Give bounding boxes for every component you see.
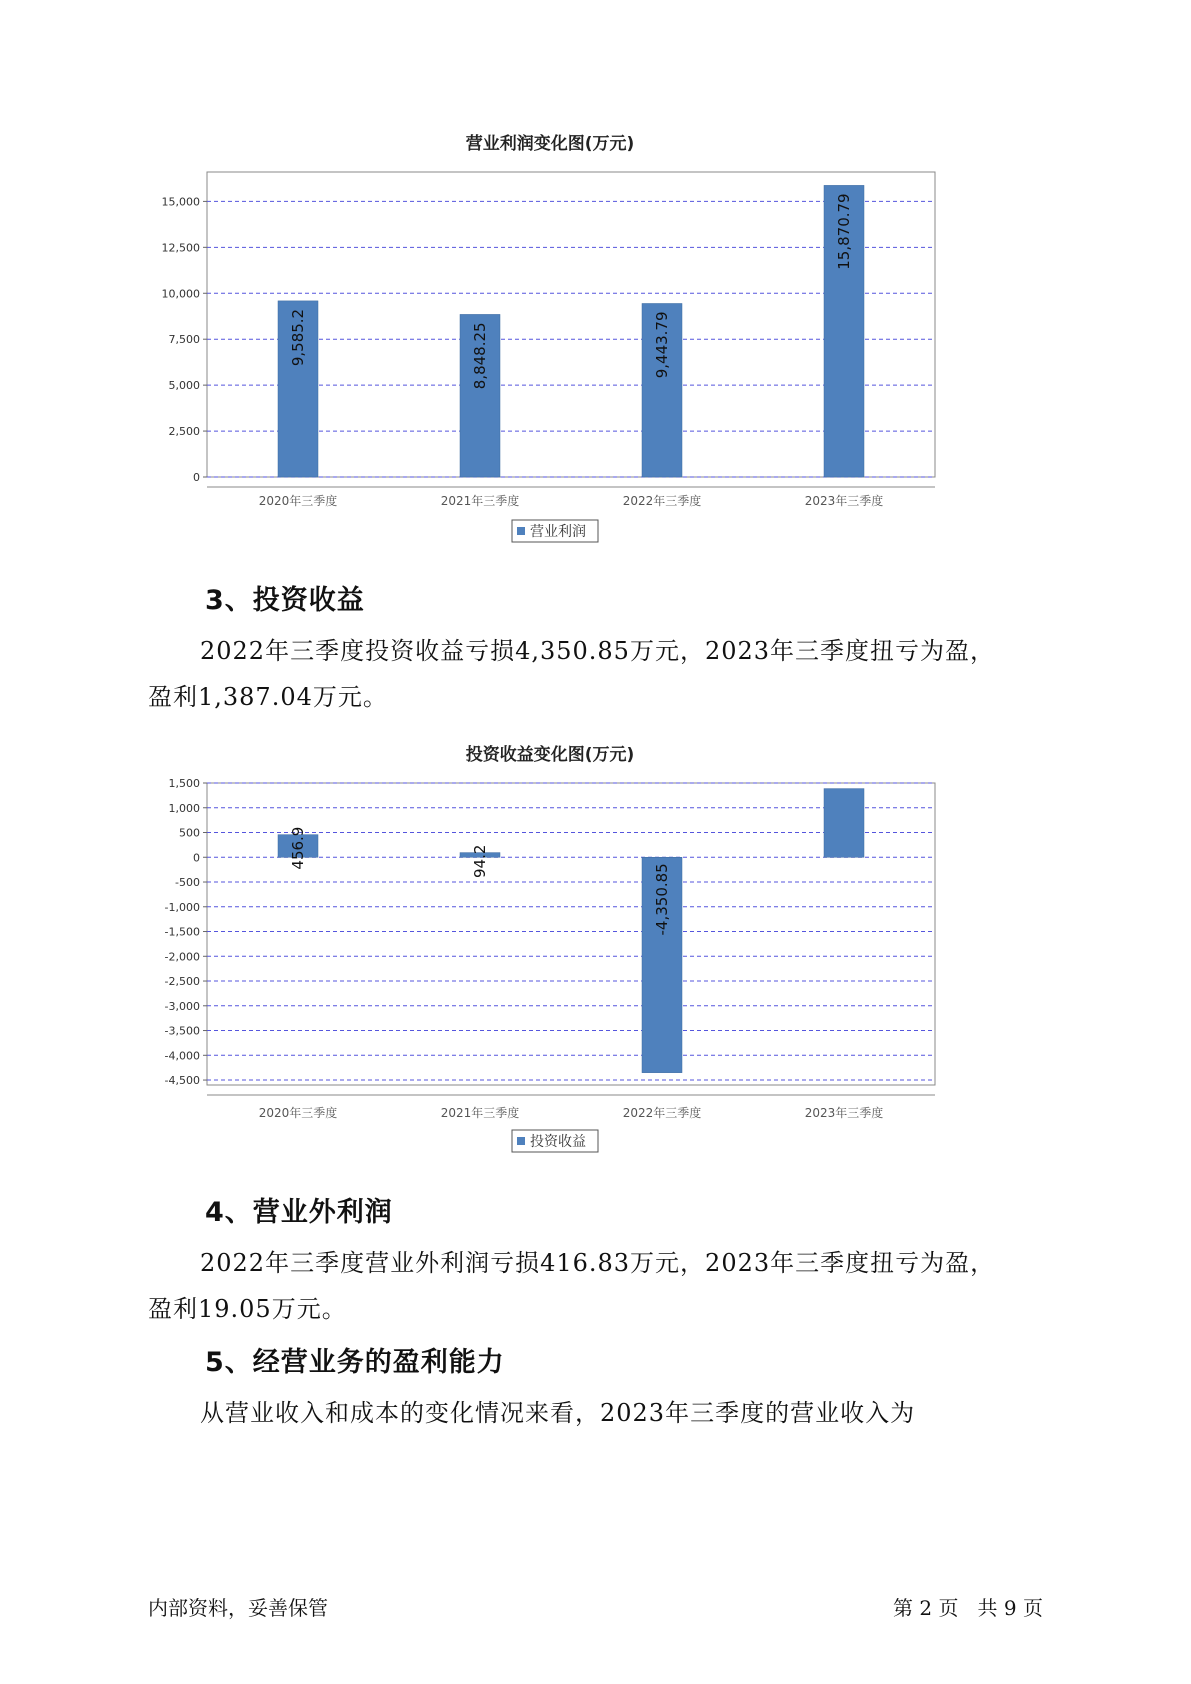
legend (512, 520, 598, 542)
x-tick-label: 2023年三季度 (804, 1106, 884, 1120)
footer-page-number: 第 2 页 共 9 页 (893, 1596, 1043, 1620)
operating-profit-chart (150, 130, 1030, 550)
section-4-line-1: 2022年三季度营业外利润亏损416.83万元，2023年三季度扭亏为盈， (200, 1249, 996, 1277)
section-3-line-1: 2022年三季度投资收益亏损4,350.85万元，2023年三季度扭亏为盈， (200, 637, 996, 665)
y-tick-label: -4,500 (164, 1074, 200, 1088)
y-tick-label: -2,500 (164, 975, 200, 989)
section-3-paragraph (148, 628, 1048, 720)
bar-value-label: 15,870.79 (835, 193, 853, 270)
y-tick-label: 1,000 (168, 801, 200, 815)
x-tick-label: 2022年三季度 (622, 494, 702, 508)
y-tick-label: 12,500 (161, 241, 200, 255)
legend-swatch (517, 527, 525, 535)
section-3-line-2: 盈利1,387.04万元。 (148, 683, 388, 711)
bar-value-label: 8,848.25 (471, 322, 489, 390)
legend (512, 1130, 598, 1152)
operating-profit-chart-svg (150, 130, 1030, 550)
chart-title: 营业利润变化图(万元) (465, 134, 635, 154)
x-tick-label: 2023年三季度 (804, 494, 884, 508)
legend-label: 投资收益 (530, 1134, 586, 1150)
bar-value-label: 94.2 (471, 844, 489, 879)
bar (824, 789, 864, 858)
x-tick-label: 2021年三季度 (440, 494, 520, 508)
section-4-heading: 4、营业外利润 (205, 1197, 393, 1228)
section-3-heading: 3、投资收益 (205, 585, 365, 616)
bar-value-label: -4,350.85 (653, 863, 671, 936)
y-tick-label: -3,000 (164, 999, 200, 1013)
y-tick-label: 2,500 (168, 425, 200, 439)
bar-value-label: 9,443.79 (653, 311, 671, 379)
investment-income-chart-svg (150, 740, 1030, 1160)
x-tick-label: 2022年三季度 (622, 1106, 702, 1120)
legend-label: 营业利润 (530, 524, 586, 540)
x-tick-label: 2021年三季度 (440, 1106, 520, 1120)
y-tick-label: -4,000 (164, 1049, 200, 1063)
y-tick-label: 5,000 (168, 379, 200, 393)
y-tick-label: -500 (175, 876, 200, 890)
y-tick-label: -2,000 (164, 950, 200, 964)
y-tick-label: -1,500 (164, 925, 200, 939)
chart-title: 投资收益变化图(万元) (465, 745, 635, 765)
section-5-heading: 5、经营业务的盈利能力 (205, 1347, 505, 1378)
x-tick-label: 2020年三季度 (258, 1106, 338, 1120)
y-tick-label: 7,500 (168, 333, 200, 347)
y-tick-label: 15,000 (161, 195, 200, 209)
section-5-line-1: 从营业收入和成本的变化情况来看，2023年三季度的营业收入为 (200, 1399, 916, 1427)
bar-value-label: 9,585.2 (289, 308, 307, 367)
y-tick-label: 0 (193, 851, 200, 865)
bar-value-label: 456.9 (289, 826, 307, 870)
footer-confidential-note: 内部资料，妥善保管 (148, 1596, 328, 1620)
section-4-paragraph (148, 1240, 1048, 1332)
y-tick-label: 0 (193, 471, 200, 484)
x-tick-label: 2020年三季度 (258, 494, 338, 508)
y-tick-label: 10,000 (161, 287, 200, 301)
investment-income-chart (150, 740, 1030, 1160)
section-5-paragraph (148, 1390, 1048, 1436)
y-tick-label: 500 (179, 826, 200, 840)
y-tick-label: -1,000 (164, 900, 200, 914)
legend-swatch (517, 1137, 525, 1145)
section-4-line-2: 盈利19.05万元。 (148, 1295, 347, 1323)
y-tick-label: -3,500 (164, 1024, 200, 1038)
y-tick-label: 1,500 (168, 777, 200, 790)
